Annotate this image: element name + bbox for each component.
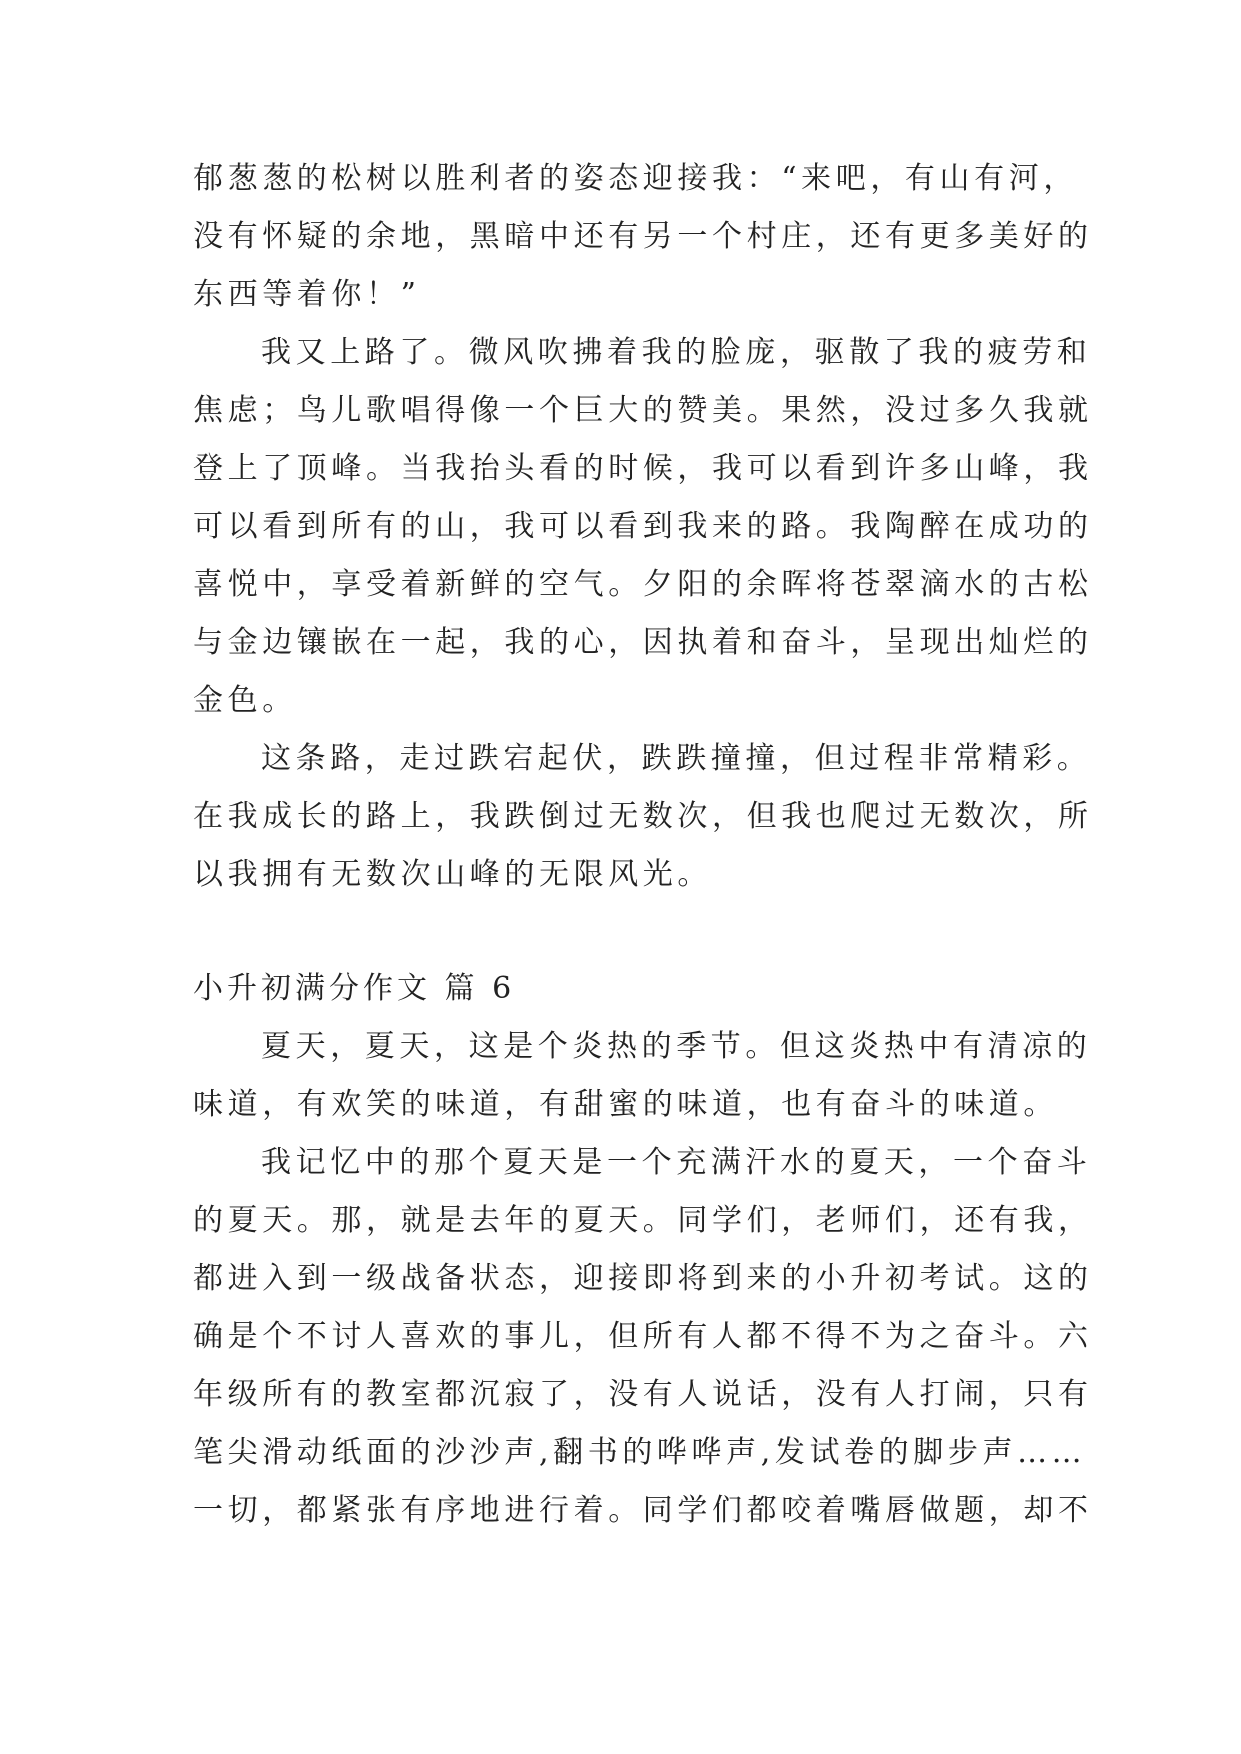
text-line: 年级所有的教室都沉寂了，没有人说话，没有人打闹，只有 [193, 1377, 1093, 1412]
section-heading: 小升初满分作文 篇 6 [193, 971, 516, 1006]
text-line: 确是个不讨人喜欢的事儿，但所有人都不得不为之奋斗。六 [193, 1319, 1093, 1354]
text-line: 没有怀疑的余地，黑暗中还有另一个村庄，还有更多美好的 [193, 219, 1093, 254]
text-line: 东西等着你！” [193, 277, 421, 312]
text-line: 笔尖滑动纸面的沙沙声,翻书的哗哗声,发试卷的脚步声…… [193, 1435, 1087, 1470]
paragraph [193, 324, 1093, 730]
text-line: 夏天，夏天，这是个炎热的季节。但这炎热中有清凉的 [261, 1029, 1092, 1064]
text-line: 登上了顶峰。当我抬头看的时候，我可以看到许多山峰，我 [193, 451, 1093, 486]
document-page [193, 150, 1093, 1540]
text-line: 郁葱葱的松树以胜利者的姿态迎接我：“来吧，有山有河， [193, 161, 1078, 196]
text-line: 我又上路了。微风吹拂着我的脸庞，驱散了我的疲劳和 [261, 335, 1092, 370]
text-line: 以我拥有无数次山峰的无限风光。 [193, 857, 712, 892]
text-line: 在我成长的路上，我跌倒过无数次，但我也爬过无数次，所 [193, 799, 1093, 834]
text-line: 可以看到所有的山，我可以看到我来的路。我陶醉在成功的 [193, 509, 1093, 544]
paragraph [193, 150, 1093, 324]
text-line: 我记忆中的那个夏天是一个充满汗水的夏天，一个奋斗 [261, 1145, 1092, 1180]
text-line: 一切，都紧张有序地进行着。同学们都咬着嘴唇做题，却不 [193, 1493, 1093, 1528]
text-line: 喜悦中，享受着新鲜的空气。夕阳的余晖将苍翠滴水的古松 [193, 567, 1093, 602]
text-line: 金色。 [193, 683, 297, 718]
text-line: 与金边镶嵌在一起，我的心，因执着和奋斗，呈现出灿烂的 [193, 625, 1093, 660]
text-line: 味道，有欢笑的味道，有甜蜜的味道，也有奋斗的味道。 [193, 1087, 1058, 1122]
paragraph [193, 730, 1093, 904]
text-line: 的夏天。那，就是去年的夏天。同学们，老师们，还有我， [193, 1203, 1093, 1238]
text-line: 这条路，走过跌宕起伏，跌跌撞撞，但过程非常精彩。 [261, 741, 1092, 776]
text-line: 焦虑；鸟儿歌唱得像一个巨大的赞美。果然，没过多久我就 [193, 393, 1093, 428]
paragraph [193, 1134, 1093, 1540]
text-line: 都进入到一级战备状态，迎接即将到来的小升初考试。这的 [193, 1261, 1093, 1296]
paragraph [193, 1018, 1092, 1134]
